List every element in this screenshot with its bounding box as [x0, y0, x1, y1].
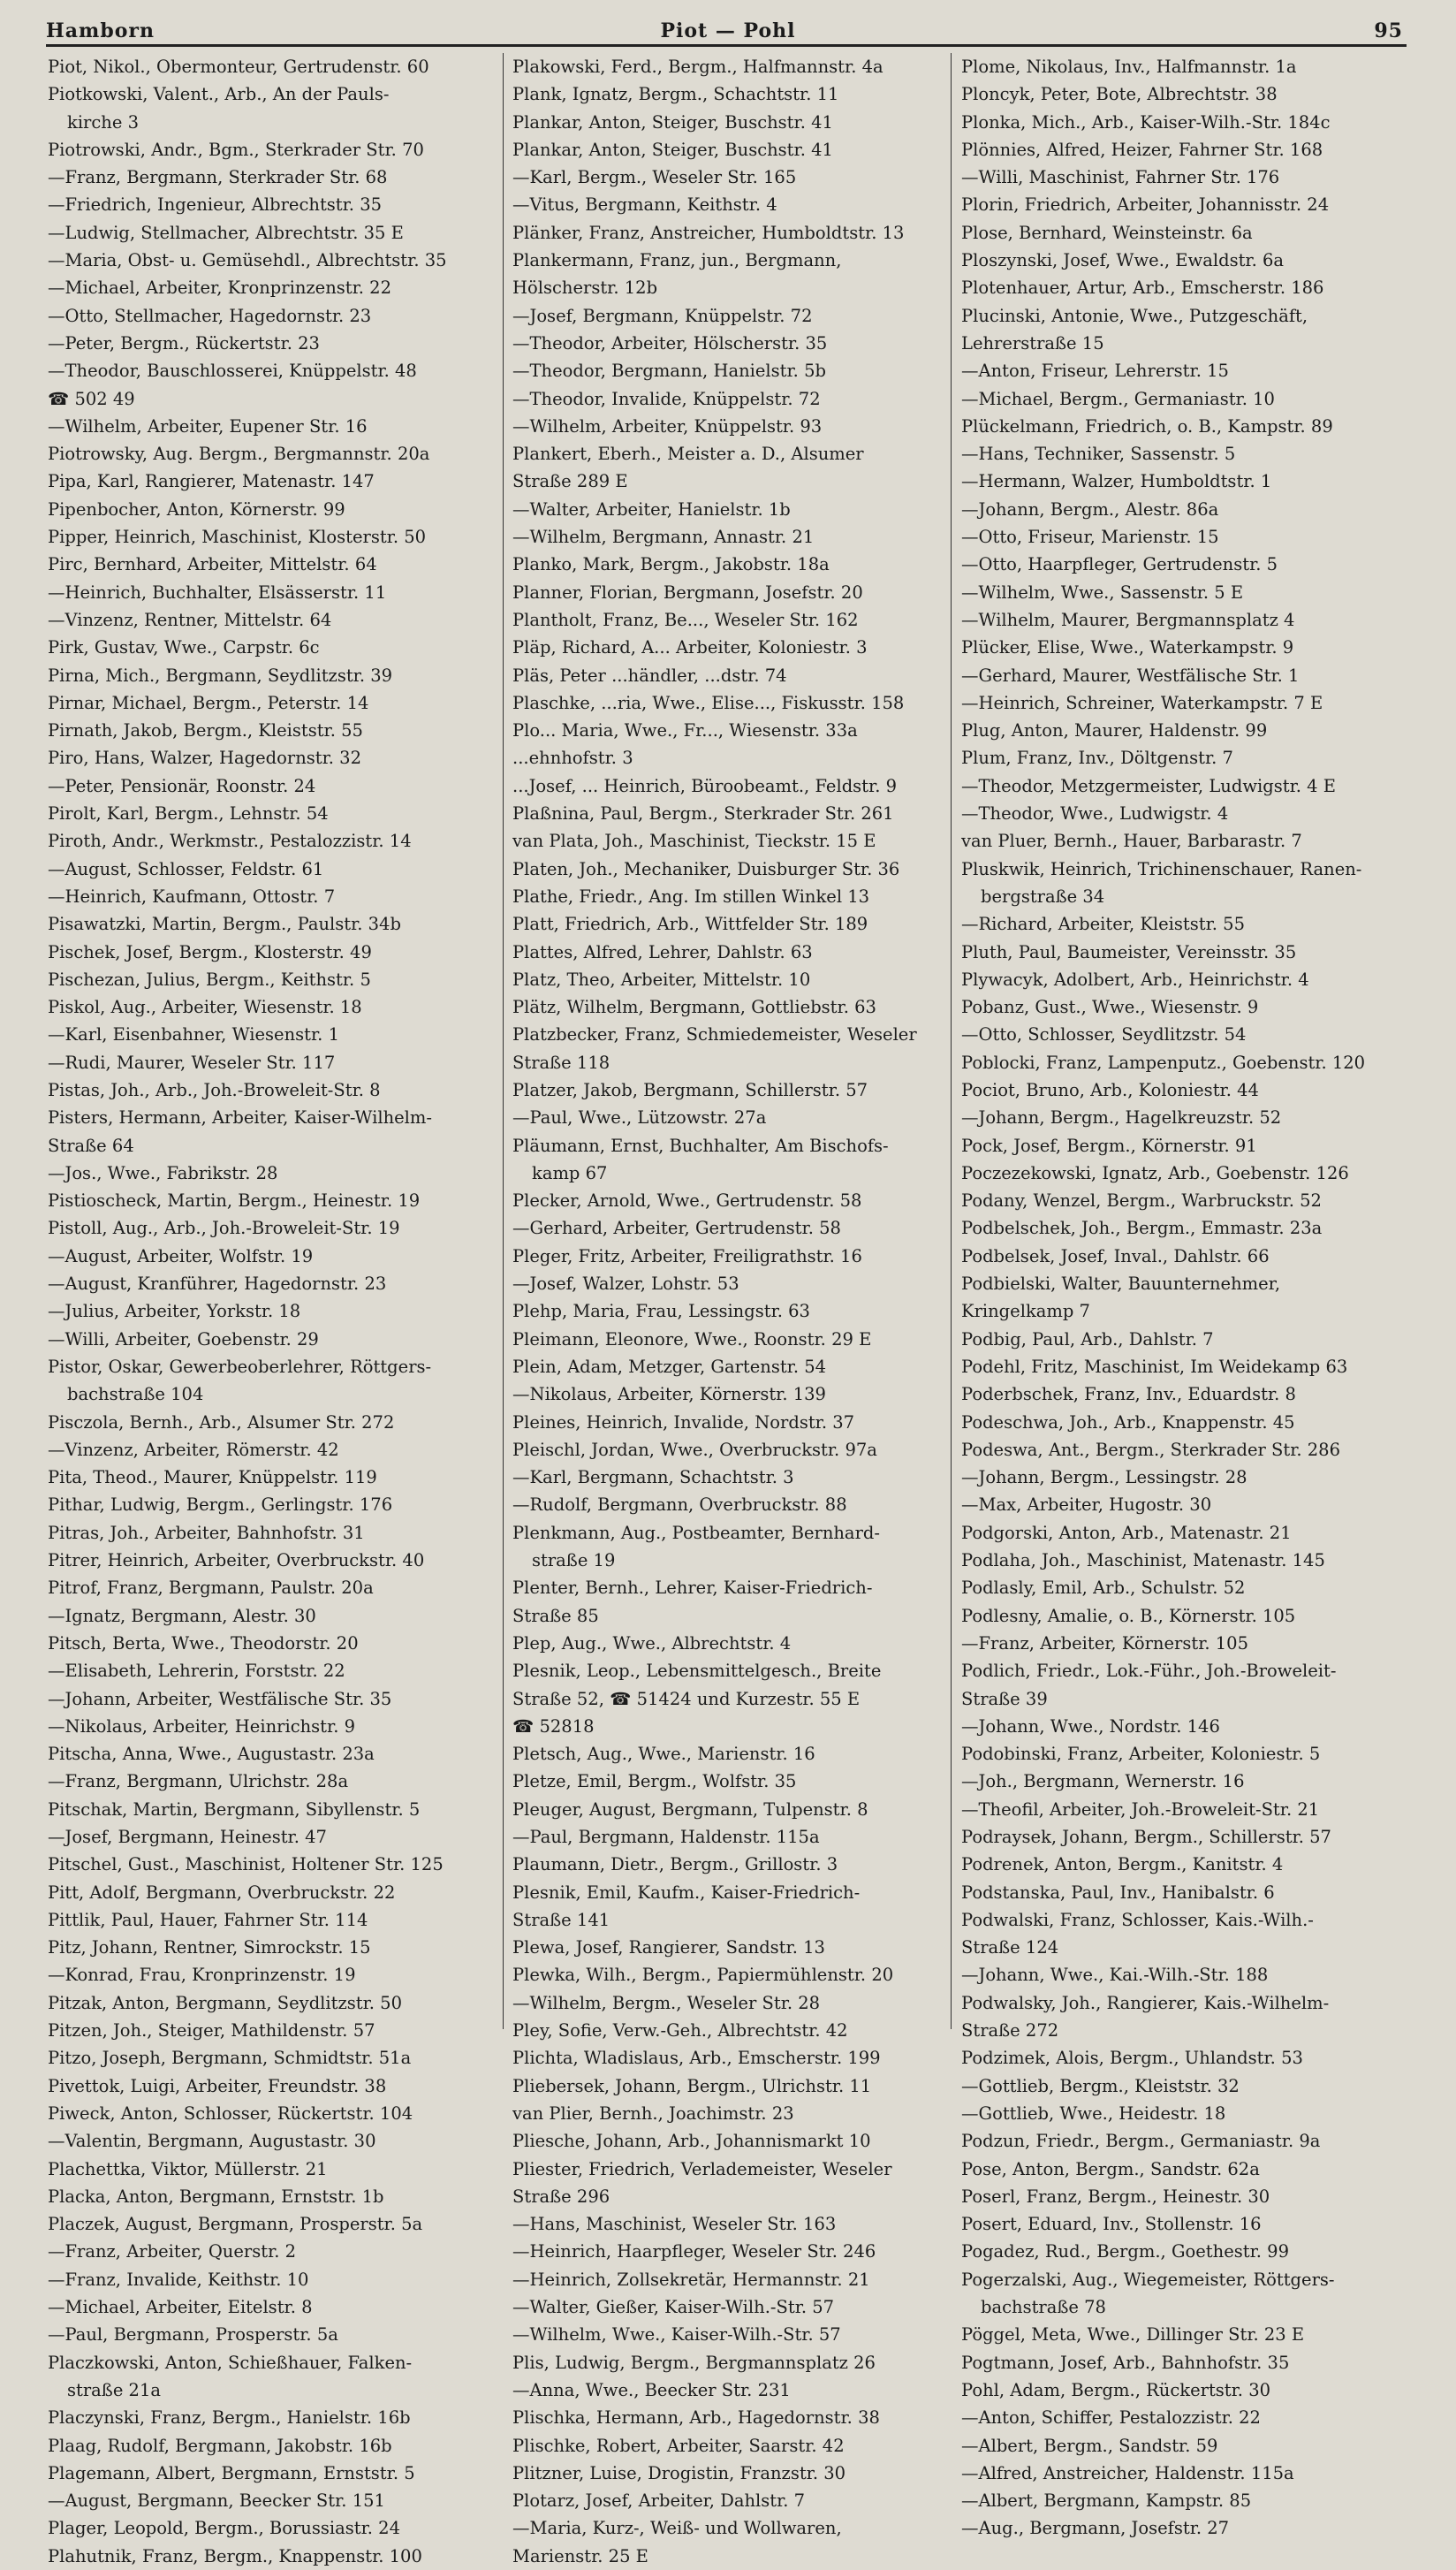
directory-entry: Plaumann, Dietr., Bergm., Grillostr. 3	[512, 1854, 838, 1875]
directory-entry: Plywacyk, Adolbert, Arb., Heinrichstr. 4	[961, 969, 1309, 990]
directory-entry: —Otto, Friseur, Marienstr. 15	[961, 527, 1219, 548]
directory-entry: —Valentin, Bergmann, Augustastr. 30	[48, 2131, 376, 2152]
directory-entry: Podzun, Friedr., Bergm., Germaniastr. 9a	[961, 2131, 1321, 2152]
directory-entry: Pita, Theod., Maurer, Knüppelstr. 119	[48, 1467, 377, 1488]
directory-entry: —Gerhard, Arbeiter, Gertrudenstr. 58	[512, 1218, 841, 1239]
directory-entry: —Peter, Bergm., Rückertstr. 23	[48, 332, 320, 354]
directory-entry: —Heinrich, Haarpfleger, Weseler Str. 246	[512, 2241, 876, 2262]
directory-entry: Plischke, Robert, Arbeiter, Saarstr. 42	[512, 2435, 845, 2456]
directory-entry: —Friedrich, Ingenieur, Albrechtstr. 35	[48, 194, 383, 216]
directory-entry: Plorin, Friedrich, Arbeiter, Johannisstr. 24	[961, 194, 1330, 216]
directory-entry: Pitz, Johann, Rentner, Simrockstr. 15	[48, 1937, 371, 1958]
directory-entry: Straße 64	[48, 1135, 134, 1156]
directory-entry: —Wilhelm, Arbeiter, Knüppelstr. 93	[512, 415, 823, 437]
directory-entry: Piroth, Andr., Werkmstr., Pestalozzistr. 14	[48, 831, 412, 852]
directory-entry: —Johann, Bergm., Lessingstr. 28	[961, 1467, 1247, 1488]
directory-entry: Podbig, Paul, Arb., Dahlstr. 7	[961, 1328, 1214, 1350]
directory-entry: Pobanz, Gust., Wwe., Wiesenstr. 9	[961, 997, 1259, 1018]
directory-entry: Pistoll, Aug., Arb., Joh.-Broweleit-Str. 19	[48, 1218, 400, 1239]
directory-entry: —Paul, Wwe., Lützowstr. 27a	[512, 1107, 767, 1129]
directory-entry: Podgorski, Anton, Arb., Matenastr. 21	[961, 1522, 1292, 1543]
directory-entry: Kringelkamp 7	[961, 1301, 1090, 1322]
directory-entry: Pleines, Heinrich, Invalide, Nordstr. 37	[512, 1411, 855, 1433]
directory-entry: Podbelschek, Joh., Bergm., Emmastr. 23a	[961, 1218, 1323, 1239]
directory-entry: —Elisabeth, Lehrerin, Forststr. 22	[48, 1661, 345, 1682]
directory-entry: Lehrerstraße 15	[961, 332, 1104, 354]
directory-entry: —Otto, Schlosser, Seydlitzstr. 54	[961, 1024, 1247, 1045]
directory-entry: —Gottlieb, Bergm., Kleiststr. 32	[961, 2075, 1240, 2096]
directory-entry: —Johann, Wwe., Kai.-Wilh.-Str. 188	[961, 1965, 1269, 1986]
directory-entry: bergstraße 34	[981, 886, 1105, 907]
directory-entry: Plenkmann, Aug., Postbeamter, Bernhard-	[512, 1522, 880, 1543]
directory-entry: straße 21a	[67, 2379, 161, 2400]
column-2	[512, 53, 967, 2570]
directory-entry: —Vitus, Bergmann, Keithstr. 4	[512, 194, 777, 216]
directory-entry: Plätz, Wilhelm, Bergmann, Gottliebstr. 63	[512, 997, 876, 1018]
directory-entry: Piotrowski, Andr., Bgm., Sterkrader Str. 70	[48, 139, 424, 160]
directory-entry: Plecker, Arnold, Wwe., Gertrudenstr. 58	[512, 1190, 862, 1212]
directory-entry: van Plier, Bernh., Joachimstr. 23	[512, 2102, 794, 2124]
directory-entry: Pläp, Richard, A... Arbeiter, Koloniestr. 3	[512, 637, 868, 658]
directory-entry: Pleger, Fritz, Arbeiter, Freiligrathstr. 16	[512, 1245, 862, 1266]
directory-entry: Pley, Sofie, Verw.-Geh., Albrechtstr. 42	[512, 2020, 848, 2042]
directory-entry: —Walter, Gießer, Kaiser-Wilh.-Str. 57	[512, 2297, 835, 2318]
directory-entry: ☎ 502 49	[48, 388, 135, 409]
directory-entry: Plaßnina, Paul, Bergm., Sterkrader Str. 261	[512, 803, 894, 825]
directory-entry: Pliester, Friedrich, Verlademeister, Weseler	[512, 2158, 892, 2179]
directory-entry: Pociot, Bruno, Arb., Koloniestr. 44	[961, 1079, 1259, 1100]
directory-entry: —Anton, Schiffer, Pestalozzistr. 22	[961, 2407, 1261, 2429]
header-left: Hamborn	[46, 19, 155, 42]
directory-entry: Plonka, Mich., Arb., Kaiser-Wilh.-Str. 184c	[961, 111, 1331, 133]
directory-entry: —Franz, Arbeiter, Körnerstr. 105	[961, 1632, 1248, 1654]
directory-entry: Podwalski, Franz, Schlosser, Kais.-Wilh.-	[961, 1909, 1314, 1930]
directory-entry: —Anton, Friseur, Lehrerstr. 15	[961, 361, 1229, 382]
directory-entry: Plucinski, Antonie, Wwe., Putzgeschäft,	[961, 305, 1308, 326]
directory-entry: —Wilhelm, Bergmann, Annastr. 21	[512, 527, 815, 548]
directory-entry: ...ehnhofstr. 3	[512, 748, 633, 769]
header-center: Piot — Pohl	[660, 19, 796, 42]
directory-entry: Plankermann, Franz, jun., Bergmann,	[512, 250, 842, 271]
directory-entry: Posert, Eduard, Inv., Stollenstr. 16	[961, 2214, 1262, 2235]
directory-entry: Straße 39	[961, 1688, 1048, 1709]
directory-entry: Pitscha, Anna, Wwe., Augustastr. 23a	[48, 1744, 375, 1765]
directory-entry: Pogtmann, Josef, Arb., Bahnhofstr. 35	[961, 2352, 1290, 2373]
directory-entry: —Heinrich, Buchhalter, Elsässerstr. 11	[48, 582, 387, 603]
directory-entry: bachstraße 104	[67, 1384, 204, 1405]
directory-entry: Plum, Franz, Inv., Döltgenstr. 7	[961, 748, 1233, 769]
directory-entry: —Max, Arbeiter, Hugostr. 30	[961, 1494, 1212, 1516]
directory-entry: Podzimek, Alois, Bergm., Uhlandstr. 53	[961, 2048, 1303, 2069]
directory-entry: Hölscherstr. 12b	[512, 278, 658, 299]
directory-entry: Podwalsky, Joh., Rangierer, Kais.-Wilhelm-	[961, 1992, 1330, 2013]
directory-entry: Podlesny, Amalie, o. B., Körnerstr. 105	[961, 1605, 1296, 1626]
directory-entry: —Wilhelm, Bergm., Weseler Str. 28	[512, 1992, 821, 2013]
directory-entry: Podeschwa, Joh., Arb., Knappenstr. 45	[961, 1411, 1295, 1433]
directory-entry: —Johann, Bergm., Hagelkreuzstr. 52	[961, 1107, 1282, 1129]
directory-entry: Pisczola, Bernh., Arb., Alsumer Str. 272	[48, 1411, 395, 1433]
directory-entry: Pitrer, Heinrich, Arbeiter, Overbruckstr. 40	[48, 1550, 425, 1571]
directory-entry: —Alfred, Anstreicher, Haldenstr. 115a	[961, 2462, 1294, 2483]
directory-entry: Pläumann, Ernst, Buchhalter, Am Bischofs-	[512, 1135, 889, 1156]
directory-entry: Pistioscheck, Martin, Bergm., Heinestr. 19	[48, 1190, 421, 1212]
directory-entry: Pose, Anton, Bergm., Sandstr. 62a	[961, 2158, 1260, 2179]
directory-entry: Straße 118	[512, 1052, 610, 1073]
directory-entry: —August, Arbeiter, Wolfstr. 19	[48, 1245, 314, 1266]
directory-entry: Plankar, Anton, Steiger, Buschstr. 41	[512, 111, 833, 133]
directory-entry: —Albert, Bergm., Sandstr. 59	[961, 2435, 1218, 2456]
directory-entry: Plichta, Wladislaus, Arb., Emscherstr. 199	[512, 2048, 881, 2069]
directory-entry: Pitzak, Anton, Bergmann, Seydlitzstr. 50	[48, 1992, 402, 2013]
directory-entry: Pivettok, Luigi, Arbeiter, Freundstr. 38	[48, 2075, 387, 2096]
directory-entry: Plitzner, Luise, Drogistin, Franzstr. 30	[512, 2462, 846, 2483]
directory-entry: —Hermann, Walzer, Humboldtstr. 1	[961, 471, 1272, 492]
directory-entry: Piweck, Anton, Schlosser, Rückertstr. 104	[48, 2102, 413, 2124]
directory-entry: —Karl, Bergm., Weseler Str. 165	[512, 167, 797, 188]
directory-entry: ☎ 52818	[512, 1715, 595, 1737]
directory-entry: Pitt, Adolf, Bergmann, Overbruckstr. 22	[48, 1882, 396, 1903]
directory-entry: Marienstr. 25 E	[512, 2545, 648, 2566]
directory-entry: Plotarz, Josef, Arbeiter, Dahlstr. 7	[512, 2490, 806, 2512]
directory-entry: —Theofil, Arbeiter, Joh.-Broweleit-Str. 21	[961, 1798, 1320, 1820]
directory-entry: Planko, Mark, Bergm., Jakobstr. 18a	[512, 554, 830, 575]
directory-entry: Pöggel, Meta, Wwe., Dillinger Str. 23 E	[961, 2324, 1305, 2346]
directory-entry: Pliebersek, Johann, Bergm., Ulrichstr. 11	[512, 2075, 872, 2096]
directory-entry: —Theodor, Invalide, Knüppelstr. 72	[512, 388, 821, 409]
directory-entry: Pitzo, Joseph, Bergmann, Schmidtstr. 51a	[48, 2048, 412, 2069]
directory-entry: —Heinrich, Schreiner, Waterkampstr. 7 E	[961, 692, 1323, 713]
directory-entry: Plahutnik, Franz, Bergm., Knappenstr. 100	[48, 2545, 422, 2566]
directory-entry: —Josef, Bergmann, Knüppelstr. 72	[512, 305, 813, 326]
directory-entry: Podobinski, Franz, Arbeiter, Koloniestr. 5	[961, 1744, 1321, 1765]
directory-entry: Piotkowski, Valent., Arb., An der Pauls-	[48, 84, 390, 105]
directory-entry: —Gottlieb, Wwe., Heidestr. 18	[961, 2102, 1226, 2124]
directory-entry: —Franz, Bergmann, Sterkrader Str. 68	[48, 167, 388, 188]
directory-entry: Plehp, Maria, Frau, Lessingstr. 63	[512, 1301, 810, 1322]
directory-entry: Pirna, Mich., Bergmann, Seydlitzstr. 39	[48, 665, 393, 686]
directory-entry: —Richard, Arbeiter, Kleiststr. 55	[961, 914, 1245, 935]
directory-entry: Ploncyk, Peter, Bote, Albrechtstr. 38	[961, 84, 1278, 105]
directory-entry: Plachettka, Viktor, Müllerstr. 21	[48, 2158, 328, 2179]
directory-entry: Placzek, August, Bergmann, Prosperstr. 5a	[48, 2214, 423, 2235]
directory-entry: —Theodor, Arbeiter, Hölscherstr. 35	[512, 332, 828, 354]
directory-entry: Poblocki, Franz, Lampenputz., Goebenstr. 120	[961, 1052, 1366, 1073]
directory-entry: —Josef, Walzer, Lohstr. 53	[512, 1274, 739, 1295]
directory-entry: Plischka, Hermann, Arb., Hagedornstr. 38	[512, 2407, 880, 2429]
directory-entry: Plänker, Franz, Anstreicher, Humboldtstr. 13	[512, 222, 905, 243]
directory-entry: Placka, Anton, Bergmann, Ernststr. 1b	[48, 2186, 384, 2207]
directory-entry: Plank, Ignatz, Bergm., Schachtstr. 11	[512, 84, 839, 105]
directory-entry: Pitrof, Franz, Bergmann, Paulstr. 20a	[48, 1578, 374, 1599]
directory-entry: Plaag, Rudolf, Bergmann, Jakobstr. 16b	[48, 2435, 392, 2456]
directory-entry: Pisters, Hermann, Arbeiter, Kaiser-Wilhelm-	[48, 1107, 432, 1129]
directory-entry: Pisawatzki, Martin, Bergm., Paulstr. 34b	[48, 914, 401, 935]
directory-entry: Plesnik, Leop., Lebensmittelgesch., Breite	[512, 1661, 882, 1682]
directory-entry: —Walter, Arbeiter, Hanielstr. 1b	[512, 498, 791, 520]
directory-entry: Ploszynski, Josef, Wwe., Ewaldstr. 6a	[961, 250, 1285, 271]
directory-entry: —Michael, Bergm., Germaniastr. 10	[961, 388, 1275, 409]
directory-entry: Pirk, Gustav, Wwe., Carpstr. 6c	[48, 637, 320, 658]
directory-entry: bachstraße 78	[981, 2297, 1106, 2318]
directory-entry: Plattes, Alfred, Lehrer, Dahlstr. 63	[512, 941, 813, 962]
directory-entry: Piot, Nikol., Obermonteur, Gertrudenstr. 60	[48, 57, 429, 77]
directory-entry: Pischezan, Julius, Bergm., Keithstr. 5	[48, 969, 371, 990]
directory-entry: Pluskwik, Heinrich, Trichinenschauer, Ranen-	[961, 858, 1362, 879]
directory-entry: kirche 3	[67, 111, 139, 133]
directory-entry: —August, Schlosser, Feldstr. 61	[48, 858, 324, 879]
directory-entry: Pohl, Adam, Bergm., Rückertstr. 30	[961, 2379, 1271, 2400]
directory-entry: —Josef, Bergmann, Heinestr. 47	[48, 1827, 327, 1847]
directory-entry: Podlasly, Emil, Arb., Schulstr. 52	[961, 1578, 1246, 1599]
directory-entry: Plesnik, Emil, Kaufm., Kaiser-Friedrich-	[512, 1882, 861, 1903]
directory-entry: ...Josef, ... Heinrich, Büroobeamt., Feldstr. 9	[512, 775, 897, 796]
directory-entry: —Albert, Bergmann, Kampstr. 85	[961, 2490, 1252, 2512]
directory-entry: Plücker, Elise, Wwe., Waterkampstr. 9	[961, 637, 1294, 658]
directory-entry: Pitras, Joh., Arbeiter, Bahnhofstr. 31	[48, 1522, 365, 1543]
directory-entry: Plathe, Friedr., Ang. Im stillen Winkel 13	[512, 886, 870, 907]
directory-entry: —Johann, Wwe., Nordstr. 146	[961, 1715, 1220, 1737]
directory-entry: Piotrowsky, Aug. Bergm., Bergmannstr. 20a	[48, 444, 430, 465]
directory-entry: Pirnar, Michael, Bergm., Peterstr. 14	[48, 692, 369, 713]
directory-entry: —Vinzenz, Rentner, Mittelstr. 64	[48, 609, 332, 630]
directory-entry: —August, Bergmann, Beecker Str. 151	[48, 2490, 385, 2512]
directory-entry: —Karl, Bergmann, Schachtstr. 3	[512, 1467, 794, 1488]
directory-entry: —Hans, Maschinist, Weseler Str. 163	[512, 2214, 837, 2235]
directory-entry: Platen, Joh., Mechaniker, Duisburger Str. 36	[512, 858, 900, 879]
directory-entry: Pleischl, Jordan, Wwe., Overbruckstr. 97a	[512, 1439, 877, 1460]
directory-entry: —Jos., Wwe., Fabrikstr. 28	[48, 1162, 278, 1183]
directory-entry: Pirc, Bernhard, Arbeiter, Mittelstr. 64	[48, 554, 377, 575]
directory-entry: —Paul, Bergmann, Prosperstr. 5a	[48, 2324, 338, 2346]
directory-entry: Podstanska, Paul, Inv., Hanibalstr. 6	[961, 1882, 1275, 1903]
directory-entry: —Wilhelm, Maurer, Bergmannsplatz 4	[961, 609, 1295, 630]
directory-entry: Podbielski, Walter, Bauunternehmer,	[961, 1274, 1281, 1295]
directory-entry: Pogadez, Rud., Bergm., Goethestr. 99	[961, 2241, 1289, 2262]
directory-entry: Straße 289 E	[512, 471, 628, 492]
directory-entry: Pitschak, Martin, Bergmann, Sibyllenstr. 5	[48, 1798, 421, 1820]
directory-entry: —Joh., Bergmann, Wernerstr. 16	[961, 1771, 1245, 1792]
directory-entry: Podlich, Friedr., Lok.-Führ., Joh.-Broweleit-	[961, 1661, 1337, 1682]
directory-entry: Placzynski, Franz, Bergm., Hanielstr. 16b	[48, 2407, 411, 2429]
directory-entry: van Plata, Joh., Maschinist, Tieckstr. 15 E	[512, 831, 876, 852]
directory-entry: Platzbecker, Franz, Schmiedemeister, Weseler	[512, 1024, 917, 1045]
directory-entry: —Maria, Kurz-, Weiß- und Wollwaren,	[512, 2518, 842, 2539]
directory-entry: —Franz, Invalide, Keithstr. 10	[48, 2269, 309, 2290]
directory-entry: —Vinzenz, Arbeiter, Römerstr. 42	[48, 1439, 339, 1460]
directory-entry: —Michael, Arbeiter, Eitelstr. 8	[48, 2297, 313, 2318]
directory-entry: Plenter, Bernh., Lehrer, Kaiser-Friedrich-	[512, 1578, 873, 1599]
directory-entry: Poczezekowski, Ignatz, Arb., Goebenstr. 126	[961, 1162, 1349, 1183]
directory-entry: kamp 67	[532, 1162, 608, 1183]
directory-entry: Pipa, Karl, Rangierer, Matenastr. 147	[48, 471, 375, 492]
directory-entry: Straße 296	[512, 2186, 610, 2207]
directory-entry: —Heinrich, Zollsekretär, Hermannstr. 21	[512, 2269, 870, 2290]
directory-entry: Pirolt, Karl, Bergm., Lehnstr. 54	[48, 803, 329, 825]
directory-entry: Straße 85	[512, 1605, 599, 1626]
directory-entry: —Konrad, Frau, Kronprinzenstr. 19	[48, 1965, 356, 1986]
directory-entry: Straße 141	[512, 1909, 610, 1930]
directory-entry: Placzkowski, Anton, Schießhauer, Falken-	[48, 2352, 413, 2373]
directory-entry: Pletsch, Aug., Wwe., Marienstr. 16	[512, 1744, 815, 1765]
directory-entry: —Ludwig, Stellmacher, Albrechtstr. 35 E	[48, 222, 404, 243]
directory-entry: Poderbschek, Franz, Inv., Eduardstr. 8	[961, 1384, 1296, 1405]
directory-entry: Podeswa, Ant., Bergm., Sterkrader Str. 286	[961, 1439, 1340, 1460]
page-number: 95	[1374, 19, 1403, 42]
directory-entry: Poserl, Franz, Bergm., Heinestr. 30	[961, 2186, 1270, 2207]
directory-entry: Plakowski, Ferd., Bergm., Halfmannstr. 4a	[512, 57, 883, 77]
directory-entry: —Franz, Arbeiter, Querstr. 2	[48, 2241, 297, 2262]
directory-entry: Pitschel, Gust., Maschinist, Holtener Str. 125	[48, 1854, 444, 1875]
directory-entry: Podehl, Fritz, Maschinist, Im Weidekamp 63	[961, 1356, 1348, 1377]
directory-entry: Pistor, Oskar, Gewerbeoberlehrer, Röttgers-	[48, 1356, 432, 1377]
directory-entry: —Gerhard, Maurer, Westfälische Str. 1	[961, 665, 1300, 686]
directory-entry: Plantholt, Franz, Be..., Weseler Str. 162	[512, 609, 859, 630]
directory-entry: Plis, Ludwig, Bergm., Bergmannsplatz 26	[512, 2352, 876, 2373]
directory-entry: Platzer, Jakob, Bergmann, Schillerstr. 57	[512, 1079, 868, 1100]
directory-entry: Straße 52, ☎ 51424 und Kurzestr. 55 E	[512, 1688, 861, 1709]
directory-entry: Piro, Hans, Walzer, Hagedornstr. 32	[48, 748, 361, 769]
directory-entry: Plose, Bernhard, Weinsteinstr. 6a	[961, 222, 1253, 243]
directory-entry: —Otto, Stellmacher, Hagedornstr. 23	[48, 305, 372, 326]
directory-entry: —Johann, Arbeiter, Westfälische Str. 35	[48, 1688, 392, 1709]
directory-entry: Pittlik, Paul, Hauer, Fahrner Str. 114	[48, 1909, 368, 1930]
directory-entry: —Nikolaus, Arbeiter, Heinrichstr. 9	[48, 1715, 356, 1737]
directory-entry: —Michael, Arbeiter, Kronprinzenstr. 22	[48, 278, 391, 299]
directory-entry: Piskol, Aug., Arbeiter, Wiesenstr. 18	[48, 997, 362, 1018]
directory-entry: Pletze, Emil, Bergm., Wolfstr. 35	[512, 1771, 797, 1792]
directory-entry: Pirnath, Jakob, Bergm., Kleiststr. 55	[48, 720, 363, 741]
directory-entry: —Wilhelm, Wwe., Sassenstr. 5 E	[961, 582, 1244, 603]
directory-entry: Plug, Anton, Maurer, Haldenstr. 99	[961, 720, 1268, 741]
directory-entry: Podany, Wenzel, Bergm., Warbruckstr. 52	[961, 1190, 1322, 1212]
directory-entry: —Paul, Bergmann, Haldenstr. 115a	[512, 1827, 820, 1847]
directory-entry: —Theodor, Metzgermeister, Ludwigstr. 4 E	[961, 775, 1336, 796]
header-rule	[46, 44, 1407, 47]
directory-entry: —Hans, Techniker, Sassenstr. 5	[961, 444, 1236, 465]
directory-entry: Pischek, Josef, Bergm., Klosterstr. 49	[48, 941, 372, 962]
directory-entry: Plaschke, ...ria, Wwe., Elise..., Fiskusstr. 158	[512, 692, 905, 713]
directory-entry: van Pluer, Bernh., Hauer, Barbarastr. 7	[961, 831, 1302, 852]
directory-entry: —Rudolf, Bergmann, Overbruckstr. 88	[512, 1494, 847, 1516]
directory-entry: —Willi, Maschinist, Fahrner Str. 176	[961, 167, 1280, 188]
directory-entry: —Willi, Arbeiter, Goebenstr. 29	[48, 1328, 319, 1350]
directory-entry: Pistas, Joh., Arb., Joh.-Broweleit-Str. 8	[48, 1079, 381, 1100]
directory-entry: —Theodor, Wwe., Ludwigstr. 4	[961, 803, 1229, 825]
directory-entry: —Otto, Haarpfleger, Gertrudenstr. 5	[961, 554, 1278, 575]
directory-entry: Plotenhauer, Artur, Arb., Emscherstr. 186	[961, 278, 1324, 299]
directory-entry: Pluth, Paul, Baumeister, Vereinsstr. 35	[961, 941, 1297, 962]
directory-entry: Pipenbocher, Anton, Körnerstr. 99	[48, 498, 345, 520]
column-1	[48, 53, 503, 2570]
directory-entry: straße 19	[532, 1550, 616, 1571]
directory-entry: Pläs, Peter ...händler, ...dstr. 74	[512, 665, 787, 686]
directory-entry: Pliesche, Johann, Arb., Johannismarkt 10	[512, 2131, 871, 2152]
directory-entry: Plep, Aug., Wwe., Albrechtstr. 4	[512, 1632, 792, 1654]
directory-entry: Pipper, Heinrich, Maschinist, Klosterstr. 50	[48, 527, 427, 548]
directory-entry: Podbelsek, Josef, Inval., Dahlstr. 66	[961, 1245, 1270, 1266]
directory-entry: Pitzen, Joh., Steiger, Mathildenstr. 57	[48, 2020, 375, 2042]
directory-entry: Pitsch, Berta, Wwe., Theodorstr. 20	[48, 1632, 359, 1654]
directory-entry: —Franz, Bergmann, Ulrichstr. 28a	[48, 1771, 349, 1792]
directory-entry: Plewka, Wilh., Bergm., Papiermühlenstr. 20	[512, 1965, 894, 1986]
directory-entry: Plager, Leopold, Bergm., Borussiastr. 24	[48, 2518, 400, 2539]
directory-entry: —Aug., Bergmann, Josefstr. 27	[961, 2518, 1230, 2539]
directory-entry: Podrenek, Anton, Bergm., Kanitstr. 4	[961, 1854, 1284, 1875]
directory-entry: Plankert, Eberh., Meister a. D., Alsumer	[512, 444, 864, 465]
directory-entry: —August, Kranführer, Hagedornstr. 23	[48, 1274, 387, 1295]
directory-entry: —Rudi, Maurer, Weseler Str. 117	[48, 1052, 336, 1073]
column-3	[961, 53, 1416, 2543]
directory-entry: Plome, Nikolaus, Inv., Halfmannstr. 1a	[961, 57, 1297, 77]
directory-entry: Plückelmann, Friedrich, o. B., Kampstr. 89	[961, 415, 1333, 437]
directory-entry: Plein, Adam, Metzger, Gartenstr. 54	[512, 1356, 827, 1377]
directory-entry: —Heinrich, Kaufmann, Ottostr. 7	[48, 886, 336, 907]
directory-entry: Platt, Friedrich, Arb., Wittfelder Str. 189	[512, 914, 868, 935]
directory-entry: Pithar, Ludwig, Bergm., Gerlingstr. 176	[48, 1494, 393, 1516]
directory-entry: Plo... Maria, Wwe., Fr..., Wiesenstr. 33a	[512, 720, 858, 741]
directory-entry: Straße 124	[961, 1937, 1059, 1958]
directory-entry: —Karl, Eisenbahner, Wiesenstr. 1	[48, 1024, 339, 1045]
directory-entry: —Nikolaus, Arbeiter, Körnerstr. 139	[512, 1384, 826, 1405]
directory-entry: Plagemann, Albert, Bergmann, Ernststr. 5	[48, 2462, 415, 2483]
directory-entry: Plönnies, Alfred, Heizer, Fahrner Str. 168	[961, 139, 1323, 160]
directory-entry: Podlaha, Joh., Maschinist, Matenastr. 145	[961, 1550, 1325, 1571]
directory-entry: —Johann, Bergm., Alestr. 86a	[961, 498, 1219, 520]
directory-entry: —Peter, Pensionär, Roonstr. 24	[48, 775, 316, 796]
directory-entry: Podraysek, Johann, Bergm., Schillerstr. 57	[961, 1827, 1331, 1847]
directory-entry: —Theodor, Bauschlosserei, Knüppelstr. 48	[48, 361, 417, 382]
directory-entry: —Julius, Arbeiter, Yorkstr. 18	[48, 1301, 301, 1322]
directory-entry: —Maria, Obst- u. Gemüsehdl., Albrechtstr. 35	[48, 250, 447, 271]
directory-entry: Planner, Florian, Bergmann, Josefstr. 20	[512, 582, 863, 603]
directory-entry: Pleuger, August, Bergmann, Tulpenstr. 8	[512, 1798, 868, 1820]
directory-entry: Straße 272	[961, 2020, 1059, 2042]
directory-entry: —Wilhelm, Wwe., Kaiser-Wilh.-Str. 57	[512, 2324, 841, 2346]
directory-entry: —Anna, Wwe., Beecker Str. 231	[512, 2379, 791, 2400]
directory-entry: Pleimann, Eleonore, Wwe., Roonstr. 29 E	[512, 1328, 872, 1350]
column-divider	[503, 53, 504, 2029]
directory-entry: Plankar, Anton, Steiger, Buschstr. 41	[512, 139, 833, 160]
directory-entry: —Wilhelm, Arbeiter, Eupener Str. 16	[48, 415, 368, 437]
directory-entry: Pock, Josef, Bergm., Körnerstr. 91	[961, 1135, 1257, 1156]
directory-entry: —Ignatz, Bergmann, Alestr. 30	[48, 1605, 316, 1626]
directory-entry: Pogerzalski, Aug., Wiegemeister, Röttgers-	[961, 2269, 1335, 2290]
directory-entry: Plewa, Josef, Rangierer, Sandstr. 13	[512, 1937, 825, 1958]
directory-entry: —Theodor, Bergmann, Hanielstr. 5b	[512, 361, 826, 382]
directory-entry: Platz, Theo, Arbeiter, Mittelstr. 10	[512, 969, 811, 990]
